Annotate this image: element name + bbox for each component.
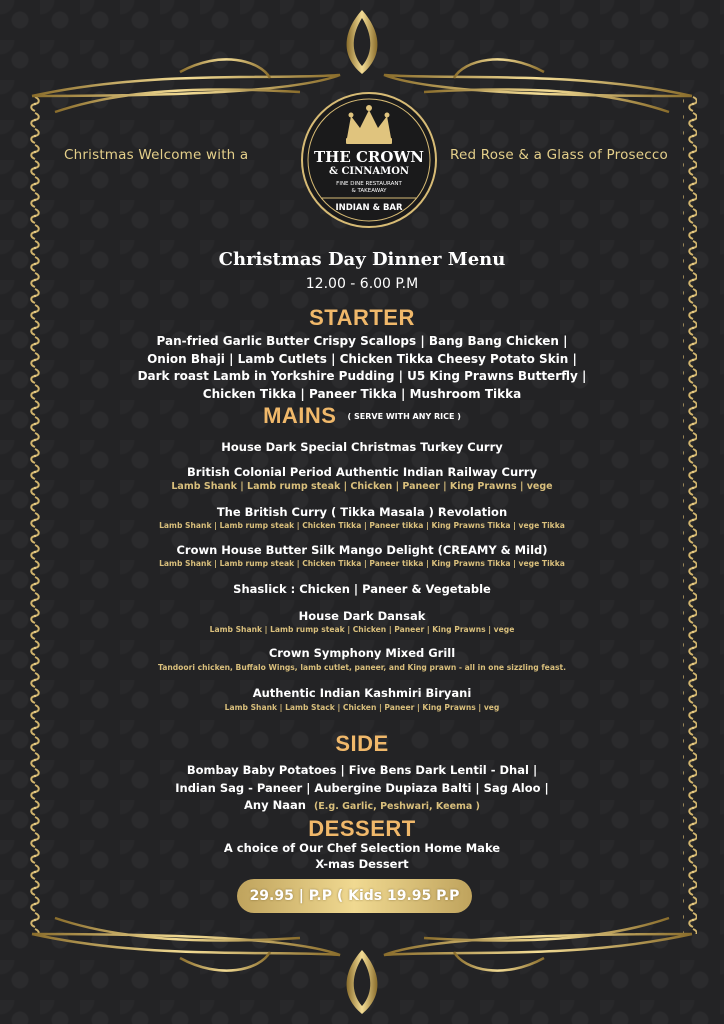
price-badge [237,879,472,913]
logo-name-line2: & CINNAMON [328,166,410,177]
mains-item-options: Tandoori chicken, Buffalo Wings, lamb cutlet, paneer, and King prawn - all in one sizzling feast. [158,663,566,672]
mains-item-title: Crown House Butter Silk Mango Delight (CREAMY & Mild) [176,543,548,557]
starter-line: Onion Bhaji | Lamb Cutlets | Chicken Tikka Cheesy Potato Skin | [147,351,577,366]
welcome-text-left: Christmas Welcome with a [64,147,249,163]
logo-bottom-text: INDIAN & BAR [335,203,403,213]
mains-item-options: Lamb Shank | Lamb rump steak | Chicken Tikka | Paneer tikka | King Prawns Tikka | vege Tikka [159,559,565,568]
mains-item-title: House Dark Special Christmas Turkey Curry [221,440,503,454]
mains-item-title: Crown Symphony Mixed Grill [268,646,456,660]
price-text: 29.95 | P.P ( Kids 19.95 P.P [249,888,460,904]
mains-item-options: Lamb Shank | Lamb rump steak | Chicken Tikka | Paneer tikka | King Prawns Tikka | vege Tikka [159,521,565,530]
mains-heading: MAINS [263,403,337,428]
side-line: Indian Sag - Paneer | Aubergine Dupiaza Balti | Sag Aloo | [175,780,549,795]
starter-line: Chicken Tikka | Paneer Tikka | Mushroom Tikka [202,386,522,401]
starter-line: Dark roast Lamb in Yorkshire Pudding | U5 King Prawns Butterfly | [137,369,587,383]
menu-time: 12.00 - 6.00 P.M [305,276,419,292]
starter-list [0,333,724,403]
dessert-line: X-mas Dessert [315,857,409,871]
mains-item-title: House Dark Dansak [298,609,426,623]
logo-tagline1: FINE DINE RESTAURANT [336,181,402,187]
side-list [0,762,724,816]
logo-tagline2: & TAKEAWAY [351,188,387,194]
side-naan: Any Naan [244,798,306,812]
mains-note: ( SERVE WITH ANY RICE ) [347,412,461,421]
mains-item-options: Lamb Shank | Lamb rump steak | Chicken | Paneer | King Prawns | vege [209,625,515,634]
starter-line: Pan-fried Garlic Butter Crispy Scallops | Bang Bang Chicken | [156,334,568,348]
side-line-last [0,797,724,816]
menu-title: Christmas Day Dinner Menu [218,249,506,270]
mains-item-options: Lamb Shank | Lamb rump steak | Chicken | Paneer | King Prawns | vege [171,481,553,492]
starter-heading: STARTER [309,305,415,330]
mains-item-title: The British Curry ( Tikka Masala ) Revolation [216,505,508,519]
side-naan-note: (E.g. Garlic, Peshwari, Keema ) [313,801,480,812]
dessert-line: A choice of Our Chef Selection Home Make [223,841,501,855]
mains-item-title: Authentic Indian Kashmiri Biryani [252,686,472,700]
restaurant-logo [299,90,439,230]
mains-heading-row [0,403,724,429]
welcome-text-right: Red Rose & a Glass of Prosecco [450,147,668,163]
mains-item-title: Shaslick : Chicken | Paneer & Vegetable [233,582,491,596]
dessert-list [0,840,724,872]
mains-item-title: British Colonial Period Authentic Indian Railway Curry [187,465,537,479]
side-heading: SIDE [335,731,389,756]
dessert-heading: DESSERT [308,816,416,841]
side-line: Bombay Baby Potatoes | Five Bens Dark Lentil - Dhal | [186,763,538,777]
mains-item-options: Lamb Shank | Lamb Stack | Chicken | Paneer | King Prawns | veg [224,703,500,712]
logo-name-line1: THE CROWN [313,148,425,166]
